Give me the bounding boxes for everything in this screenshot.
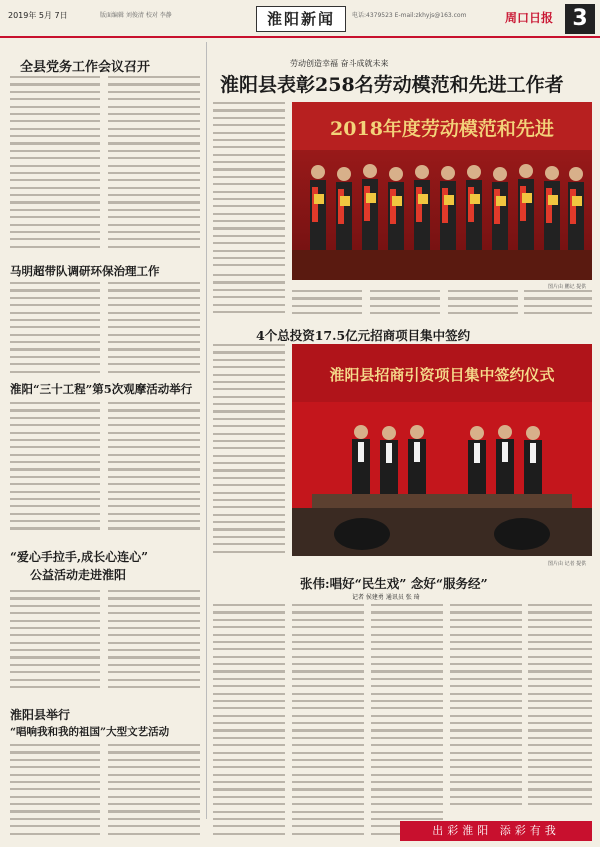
photo-banner-text: 淮阳县招商引资项目集中签约仪式 <box>329 366 555 384</box>
masthead <box>0 0 600 38</box>
opinion-body <box>371 604 443 840</box>
main-story-body <box>213 102 285 270</box>
opinion-byline: 记者 侯建勇 通讯员 张 琦 <box>352 594 420 601</box>
photo-caption: 图片由 记者 提供 <box>548 561 587 567</box>
footer-slogan: 出彩淮阳 添彩有我 <box>400 821 592 841</box>
article-title-charity-l2: 公益活动走进淮阳 <box>30 568 127 582</box>
main-story-body <box>213 274 285 320</box>
article-body <box>10 76 100 252</box>
signing-body <box>213 344 285 558</box>
article-body <box>108 590 200 698</box>
main-kicker: 劳动创造幸福 奋斗成就未来 <box>290 59 389 68</box>
main-title: 淮阳县表彰258名劳动模范和先进工作者 <box>220 74 564 96</box>
main-story-body <box>448 290 518 318</box>
opinion-body <box>450 604 522 812</box>
editor-credits: 版面编辑 刘俊清 校对 李静 <box>100 12 172 19</box>
main-story-body <box>524 290 592 318</box>
opinion-body <box>528 604 592 812</box>
photo-banner-text: 2018年度劳动模范和先进 <box>330 118 554 140</box>
article-body <box>10 590 100 698</box>
award-ceremony-photo <box>292 102 592 280</box>
article-title-observation: 淮阳“三十工程”第5次观摩活动举行 <box>10 382 193 396</box>
signing-ceremony-photo <box>292 344 592 556</box>
article-title-environment: 马明超带队调研环保治理工作 <box>10 264 160 278</box>
article-kicker-arts: 淮阳县举行 <box>10 708 71 722</box>
article-body <box>108 282 200 380</box>
main-story-body <box>370 290 440 318</box>
article-title-charity-l1: “爱心手拉手,成长心连心” <box>10 550 148 564</box>
section-title: 淮阳新闻 <box>256 6 346 32</box>
column-divider <box>206 42 207 819</box>
photo-caption: 图片由 鹏记 提供 <box>548 284 587 290</box>
article-body <box>10 402 100 534</box>
article-body <box>108 402 200 534</box>
issue-date: 2019年 5月 7日 <box>8 11 68 20</box>
article-body <box>10 744 100 840</box>
article-title-party-meeting: 全县党务工作会议召开 <box>20 60 151 75</box>
article-body <box>10 282 100 380</box>
opinion-body <box>213 604 285 840</box>
newspaper-logo: 周口日报 <box>505 11 554 25</box>
article-title-arts: “唱响我和我的祖国”大型文艺活动 <box>10 726 170 738</box>
page-number: 3 <box>565 4 595 34</box>
contact-info: 电话:4379523 E-mail:zkhyjs@163.com <box>352 12 467 19</box>
opinion-body <box>292 604 364 840</box>
signing-title: 4个总投资17.5亿元招商项目集中签约 <box>256 328 471 343</box>
opinion-title: 张伟:唱好“民生戏” 念好“服务经” <box>300 576 488 591</box>
main-story-body <box>292 290 362 318</box>
article-body <box>108 76 200 252</box>
article-body <box>108 744 200 840</box>
